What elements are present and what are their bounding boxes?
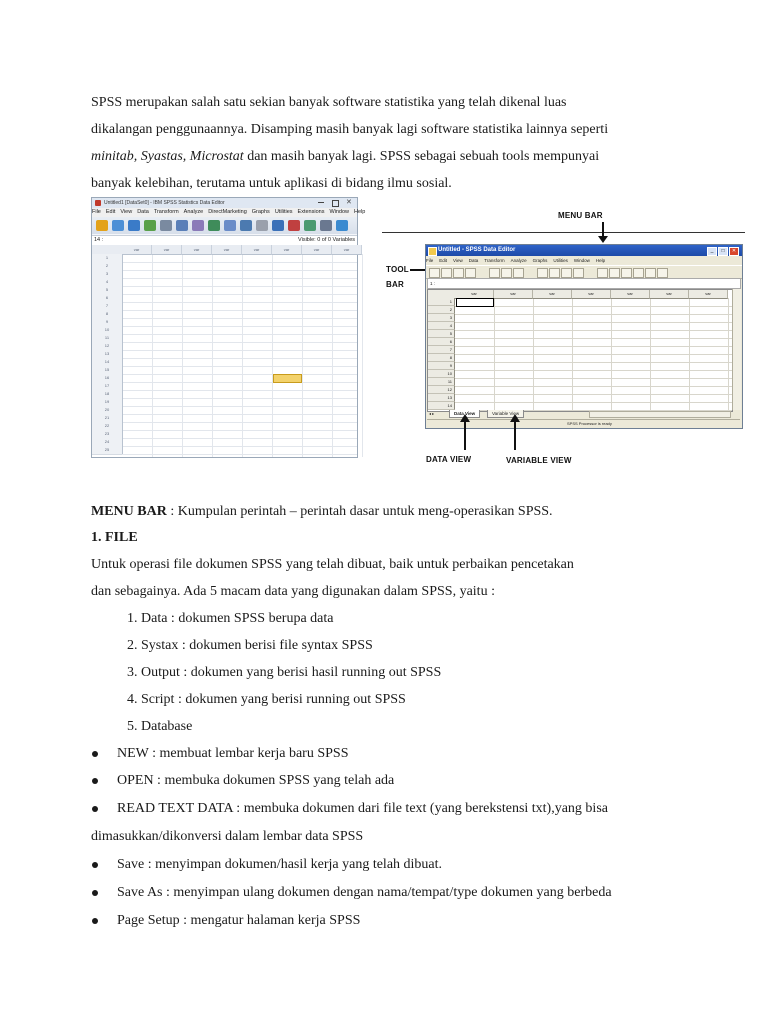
file-para-2: dan sebagainya. Ada 5 macam data yang digunakan dalam SPSS, yaitu : xyxy=(91,584,495,599)
column-header: var xyxy=(182,245,212,255)
data-view-arrow xyxy=(464,420,466,450)
menu-bar-definition xyxy=(91,503,553,521)
intro-line-1: SPSS merupakan salah satu sekian banyak software statistika yang telah dikenal luas xyxy=(91,95,567,110)
row-number: 11 xyxy=(428,378,455,386)
toolbar-button-icon xyxy=(573,268,584,278)
callout-tool: TOOL xyxy=(386,265,409,274)
toolbar-button-icon xyxy=(304,220,316,231)
menu-bar-desc: : Kumpulan perintah – perintah dasar untuk meng-operasikan SPSS. xyxy=(166,504,553,519)
column-header: var xyxy=(533,290,572,299)
toolbar-button-icon xyxy=(272,220,284,231)
row-number: 6 xyxy=(428,338,455,346)
toolbar-button-icon xyxy=(501,268,512,278)
row-number: 8 xyxy=(428,354,455,362)
tab-variable-view: Variable View xyxy=(487,410,524,418)
row-number: 12 xyxy=(428,386,455,394)
selected-cell xyxy=(273,374,302,383)
menu-item: Analyze xyxy=(510,258,527,263)
cell-editor xyxy=(427,278,741,289)
row-number: 14 xyxy=(428,402,455,410)
column-header: var xyxy=(272,245,302,255)
toolbar xyxy=(92,217,357,234)
intro-line-3-rest: dan masih banyak lagi. SPSS sebagai sebuah tools mempunyai xyxy=(243,149,600,164)
toolbar-button-icon xyxy=(336,220,348,231)
cell-reference: 1 : xyxy=(430,281,436,286)
row-number: 2 xyxy=(92,262,123,271)
column-header: var xyxy=(242,245,272,255)
row-number: 7 xyxy=(428,346,455,354)
horizontal-scrollbar xyxy=(589,411,731,418)
spss-modern-screenshot xyxy=(91,197,366,458)
bullet-item-continued: dimasukkan/dikonversi dalam lembar data SPSS xyxy=(91,829,364,844)
bullet-item: OPEN : membuka dokumen SPSS yang telah ada xyxy=(117,773,395,788)
list-item: 1. Data : dokumen SPSS berupa data xyxy=(127,611,334,626)
toolbar-button-icon xyxy=(429,268,440,278)
row-number: 9 xyxy=(92,318,123,327)
toolbar-button-icon xyxy=(621,268,632,278)
variable-view-arrow xyxy=(514,420,516,450)
row-number: 5 xyxy=(92,286,123,295)
menu-item: Extensions xyxy=(297,209,325,215)
toolbar-button-icon xyxy=(489,268,500,278)
row-number: 20 xyxy=(92,406,123,415)
menu-item: Data xyxy=(137,209,149,215)
row-number: 1 xyxy=(428,298,455,306)
callout-bar: BAR xyxy=(386,280,404,289)
bullet-icon xyxy=(92,778,98,784)
toolbar-button-icon xyxy=(645,268,656,278)
toolbar-button-icon xyxy=(465,268,476,278)
status-bar: SPSS Processor is ready xyxy=(427,419,740,427)
toolbar-button-icon xyxy=(561,268,572,278)
toolbar-button-icon xyxy=(657,268,668,278)
data-view-arrowhead xyxy=(460,414,470,422)
intro-line-4: banyak kelebihan, terutama untuk aplikasi di bidang ilmu sosial. xyxy=(91,176,452,191)
menu-item: Window xyxy=(329,209,350,215)
toolbar-button-icon xyxy=(240,220,252,231)
spss-app-icon xyxy=(95,200,101,206)
toolbar-button-icon xyxy=(224,220,236,231)
callout-variable-view: VARIABLE VIEW xyxy=(506,456,572,465)
list-item: 4. Script : dokumen yang berisi running out SPSS xyxy=(127,692,406,707)
menu-bar xyxy=(92,208,366,217)
toolbar-button-icon xyxy=(453,268,464,278)
toolbar-button-icon xyxy=(549,268,560,278)
row-number: 10 xyxy=(428,370,455,378)
bullet-item: Page Setup : mengatur halaman kerja SPSS xyxy=(117,913,361,928)
row-number: 6 xyxy=(92,294,123,303)
menu-item: Analyze xyxy=(183,209,204,215)
menu-item: Transform xyxy=(153,209,179,215)
view-tabs xyxy=(427,410,740,418)
menu-item: Window xyxy=(573,258,590,263)
toolbar-button-icon xyxy=(633,268,644,278)
row-number: 24 xyxy=(92,438,123,447)
toolbar-button-icon xyxy=(597,268,608,278)
vertical-scrollbar xyxy=(732,289,741,410)
column-header: var xyxy=(611,290,650,299)
row-number: 14 xyxy=(92,358,123,367)
window-title: Untitled - SPSS Data Editor xyxy=(426,245,742,256)
menu-bar-arrowhead xyxy=(598,236,608,243)
menu-item: File xyxy=(92,209,101,215)
row-number: 2 xyxy=(428,306,455,314)
column-header: var xyxy=(212,245,242,255)
menu-bar xyxy=(426,256,742,265)
menu-item: File xyxy=(426,258,434,263)
list-item: 3. Output : dokumen yang berisi hasil running out SPSS xyxy=(127,665,442,680)
menu-item: Graphs xyxy=(251,209,270,215)
row-number: 10 xyxy=(92,326,123,335)
row-number: 13 xyxy=(428,394,455,402)
toolbar-button-icon xyxy=(112,220,124,231)
intro-line-3 xyxy=(91,148,599,166)
bullet-item: NEW : membuat lembar kerja baru SPSS xyxy=(117,746,349,761)
row-number: 11 xyxy=(92,334,123,343)
toolbar-button-icon xyxy=(176,220,188,231)
data-grid xyxy=(92,245,357,457)
menu-item: Edit xyxy=(439,258,448,263)
table-row xyxy=(122,446,357,455)
toolbar-button-icon xyxy=(441,268,452,278)
menu-item: Help xyxy=(595,258,606,263)
minimize-icon xyxy=(318,202,324,203)
visible-variables: Visible: 0 of 0 Variables xyxy=(298,237,355,243)
menu-item: View xyxy=(120,209,133,215)
menu-bar-underline xyxy=(382,232,745,233)
row-number: 5 xyxy=(428,330,455,338)
row-number: 3 xyxy=(428,314,455,322)
toolbar-button-icon xyxy=(192,220,204,231)
row-number: 18 xyxy=(92,390,123,399)
toolbar-button-icon xyxy=(256,220,268,231)
column-header: var xyxy=(332,245,362,255)
row-number: 25 xyxy=(92,446,123,455)
callout-menu-bar: MENU BAR xyxy=(558,211,603,220)
row-number: 8 xyxy=(92,310,123,319)
toolbar-button-icon xyxy=(208,220,220,231)
row-number: 23 xyxy=(92,430,123,439)
column-header: var xyxy=(122,245,152,255)
menu-item: Help xyxy=(354,209,366,215)
toolbar-button-icon xyxy=(128,220,140,231)
row-number: 7 xyxy=(92,302,123,311)
toolbar-button-icon xyxy=(537,268,548,278)
row-number: 13 xyxy=(92,350,123,359)
row-number: 1 xyxy=(92,254,123,263)
variable-view-arrowhead xyxy=(510,414,520,422)
column-gridline xyxy=(362,254,363,457)
row-number: 19 xyxy=(92,398,123,407)
spss-app-icon xyxy=(428,247,437,256)
spss-classic-screenshot xyxy=(425,244,743,429)
file-heading: 1. FILE xyxy=(91,530,138,545)
bullet-item: Save : menyimpan dokumen/hasil kerja yang telah dibuat. xyxy=(117,857,443,872)
list-item: 5. Database xyxy=(127,719,193,734)
close-icon: ✕ xyxy=(346,199,352,206)
row-number: 17 xyxy=(92,382,123,391)
intro-line-2: dikalangan penggunaannya. Disamping masih banyak lagi software statistika lainnya seperti xyxy=(91,122,609,137)
column-header: var xyxy=(152,245,182,255)
software-examples: minitab, Syastas, Microstat xyxy=(91,149,244,164)
menu-item: Edit xyxy=(105,209,116,215)
window-title: Untitled1 [DataSet0] - IBM SPSS Statistics Data Editor xyxy=(92,198,357,208)
maximize-icon: □ xyxy=(718,247,728,256)
menu-item: Utilities xyxy=(274,209,293,215)
bullet-icon xyxy=(92,806,98,812)
column-header: var xyxy=(572,290,611,299)
column-header: var xyxy=(455,290,494,299)
menu-item: Graphs xyxy=(532,258,548,263)
bullet-item: READ TEXT DATA : membuka dokumen dari file text (yang berekstensi txt),yang bisa xyxy=(117,801,608,816)
tab-scroll-arrows: ◂ ▸ xyxy=(429,411,435,416)
row-number: 16 xyxy=(92,374,123,383)
data-grid xyxy=(427,289,733,412)
row-number: 4 xyxy=(92,278,123,287)
row-number: 21 xyxy=(92,414,123,423)
menu-item: Transform xyxy=(484,258,505,263)
bullet-item: Save As : menyimpan ulang dokumen dengan nama/tempat/type dokumen yang berbeda xyxy=(117,885,612,900)
toolbar-button-icon xyxy=(609,268,620,278)
column-header: var xyxy=(302,245,332,255)
row-number: 3 xyxy=(92,270,123,279)
minimize-icon: _ xyxy=(707,247,717,256)
toolbar-button-icon xyxy=(320,220,332,231)
list-item: 2. Systax : dokumen berisi file syntax SPSS xyxy=(127,638,373,653)
toolbar-button-icon xyxy=(144,220,156,231)
toolbar xyxy=(426,265,742,279)
menu-bar-label: MENU BAR xyxy=(91,504,167,519)
cell-reference: 14 : xyxy=(94,237,104,243)
toolbar-button-icon xyxy=(160,220,172,231)
toolbar-button-icon xyxy=(288,220,300,231)
toolbar-button-icon xyxy=(96,220,108,231)
bullet-icon xyxy=(92,890,98,896)
bullet-icon xyxy=(92,751,98,757)
bullet-icon xyxy=(92,918,98,924)
row-number: 22 xyxy=(92,422,123,431)
row-number: 12 xyxy=(92,342,123,351)
row-number: 15 xyxy=(92,366,123,375)
bullet-icon xyxy=(92,862,98,868)
column-header: var xyxy=(650,290,689,299)
toolbar-button-icon xyxy=(513,268,524,278)
menu-item: Data xyxy=(468,258,479,263)
maximize-icon xyxy=(332,200,339,207)
active-cell xyxy=(456,298,494,307)
close-icon: ✕ xyxy=(729,247,739,256)
column-header: var xyxy=(494,290,533,299)
file-para-1: Untuk operasi file dokumen SPSS yang telah dibuat, baik untuk perbaikan pencetakan xyxy=(91,557,574,572)
callout-data-view: DATA VIEW xyxy=(426,455,472,464)
column-header: var xyxy=(689,290,728,299)
menu-item: View xyxy=(453,258,463,263)
row-number: 4 xyxy=(428,322,455,330)
row-number: 9 xyxy=(428,362,455,370)
menu-item: Utilities xyxy=(553,258,568,263)
menu-item: DirectMarketing xyxy=(208,209,247,215)
tab-data-view: Data View xyxy=(449,410,480,418)
